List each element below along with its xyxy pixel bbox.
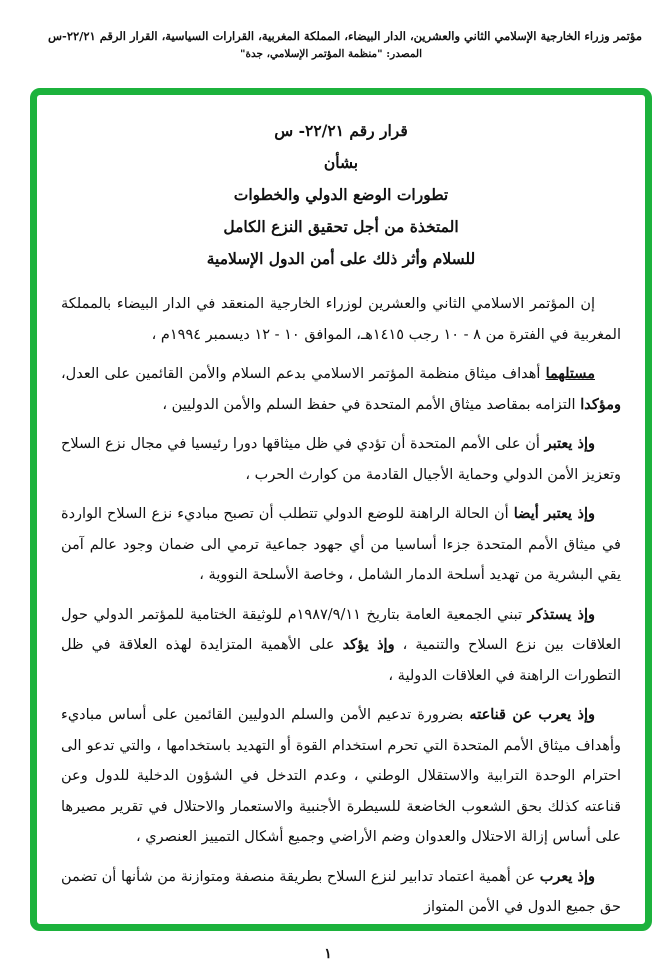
bold-lead-phrase: ومؤكدا bbox=[580, 395, 621, 413]
resolution-number: قرار رقم ٢٢/٢١- س bbox=[274, 121, 408, 140]
body-paragraph bbox=[61, 700, 621, 853]
resolution-title-line: المتخذة من أجل تحقيق النزع الكامل bbox=[223, 217, 459, 236]
body-paragraph bbox=[61, 499, 621, 591]
text-segment: بضرورة تدعيم الأمن والسلم الدوليين القائمين على أساس مباديء وأهداف ميثاق الأمم المتحدة التي تحرم استخدام القوة أو التهديد باستخدامها ، والتي تدعو الى احترام الوحدة الترابية والاستقلال الوطني ، وعدم التدخل في الشؤون الدخلية للدول وعن قناعته كذلك بحق الشعوب الخاضعة للسيطرة الأجنبية والاستعمار والاحتلال في تقرير مصيرها على أساس إزالة الاحتلال والعدوان وضم الأراضي وجميع أشكال التمييز العنصري ، bbox=[61, 707, 621, 845]
header-source-line: المصدر: "منظمة المؤتمر الإسلامي، جدة" bbox=[239, 48, 423, 60]
bold-underlined-lead-phrase: مستلهما bbox=[545, 365, 595, 382]
text-segment: أن الحالة الراهنة للوضع الدولي تتطلب أن تصبح مباديء نزع السلاح الواردة في ميثاق الأمم المتحدة جزءا أساسيا من أي جهود جماعية ترمي الى ضمان وجود عالم آمن يقي البشرية من تهديد أسلحة الدمار الشامل ، وخاصة الأسلحة النووية ، bbox=[61, 506, 621, 583]
resolution-title-regarding: بشأن bbox=[323, 153, 359, 172]
body-paragraph bbox=[61, 862, 621, 923]
text-segment: إن المؤتمر الاسلامي الثاني والعشرين لوزراء الخارجية المنعقد في الدار البيضاء بالمملكة المغربية في الفترة من ٨ - ١٠ رجب ١٤١٥هـ، الموافق ١٠ - ١٢ ديسمبر ١٩٩٤م ، bbox=[61, 296, 621, 343]
text-segment: أهداف ميثاق منظمة المؤتمر الاسلامي بدعم السلام والأمن القائمين على العدل، bbox=[61, 366, 546, 382]
text-segment: تبني الجمعية العامة بتاريخ ١٩٨٧/٩/١١م للوثيقة الختامية للمؤتمر الدولي حول العلاقات بين نزع السلاح والتنمية ، bbox=[61, 606, 621, 653]
body-paragraph bbox=[61, 429, 621, 490]
body-paragraph bbox=[61, 289, 621, 350]
bold-lead-phrase: وإذ يعرب عن قناعته bbox=[469, 706, 595, 723]
document-border bbox=[30, 88, 652, 931]
resolution-body bbox=[61, 289, 621, 923]
page-number: ١ bbox=[324, 946, 332, 962]
body-paragraph bbox=[61, 600, 621, 692]
bold-lead-phrase: وإذ يعرب bbox=[539, 867, 595, 885]
header-citation-line: مؤتمر وزراء الخارجية الإسلامي الثاني والعشرين، الدار البيضاء، المملكة المغربية، القرارات السياسية، القرار الرقم ٢٢/٢١-س bbox=[48, 29, 642, 43]
resolution-title-block bbox=[61, 115, 621, 275]
bold-lead-phrase: وإذ يستذكر bbox=[527, 605, 595, 623]
resolution-title-line: تطورات الوضع الدولي والخطوات bbox=[233, 185, 449, 204]
document-header bbox=[20, 26, 642, 62]
bold-lead-phrase: وإذ يؤكد bbox=[342, 636, 395, 653]
bold-lead-phrase: وإذ يعتبر أيضا bbox=[513, 505, 595, 522]
text-segment: التزامه بمقاصد ميثاق الأمم المتحدة في حفظ السلم والأمن الدوليين ، bbox=[162, 396, 581, 413]
text-segment: عن أهمية اعتماد تدابير لنزع السلاح بطريقة منصفة ومتوازنة من شأنها أن تضمن حق جميع الدول في الأمن المتواز bbox=[61, 868, 621, 915]
bold-lead-phrase: وإذ يعتبر bbox=[544, 435, 595, 452]
text-segment: على الأهمية المتزايدة لهذه العلاقة في ظل التطورات الراهنة في العلاقات الدولية ، bbox=[61, 637, 621, 684]
body-paragraph bbox=[61, 359, 621, 420]
resolution-title-line: للسلام وأثر ذلك على أمن الدول الإسلامية bbox=[206, 249, 476, 268]
text-segment: أن على الأمم المتحدة أن تؤدي في ظل ميثاقها دورا رئيسيا في مجال نزع السلاح وتعزيز الأمن الدولي وحماية الأجيال القادمة من كوارث الحرب ، bbox=[61, 436, 621, 483]
